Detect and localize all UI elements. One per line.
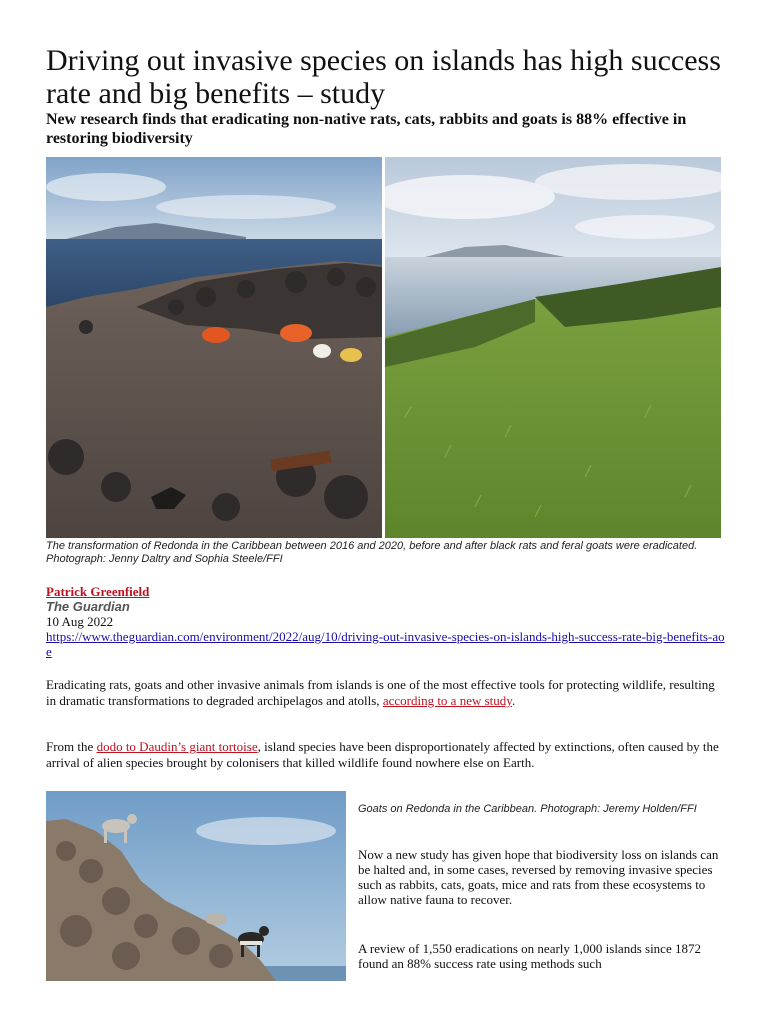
paragraph-1-end: .: [511, 693, 516, 708]
source-url-link[interactable]: https://www.theguardian.com/environment/2022/aug/10/driving-out-invasive-species-on-islands-high-success-rate-big-benefits-aoe: [46, 629, 725, 659]
main-photo-caption: The transformation of Redonda in the Caribbean between 2016 and 2020, before and after black rats and feral goats were eradicated. Photograph: Jenny Daltry and Sophia Steele/FFI: [46, 540, 698, 565]
publication-name: The Guardian: [46, 599, 130, 614]
goats-photo-caption: Goats on Redonda in the Caribbean. Photograph: Jeremy Holden/FFI: [358, 803, 697, 815]
paragraph-2-start: From the: [46, 739, 97, 754]
paragraph-4: A review of 1,550 eradications on nearly 1,000 islands since 1872 found an 88% success rate using methods such: [358, 941, 701, 971]
publish-date: 10 Aug 2022: [46, 614, 114, 629]
article-standfirst: New research finds that eradicating non-native rats, cats, rabbits and goats is 88% effective in restoring biodiversity: [46, 111, 687, 147]
paragraph-2-text: , island species have been disproportionately affected by extinctions, often caused by the arrival of alien species brought by colonisers that killed wildlife found nowhere else on Earth.: [46, 739, 719, 770]
redonda-after-photo: [385, 157, 721, 538]
article-headline: Driving out invasive species on islands has high success rate and big benefits – study: [46, 44, 721, 110]
dodo-tortoise-link[interactable]: dodo to Daudin’s giant tortoise: [96, 739, 258, 754]
redonda-before-photo: [46, 157, 382, 538]
byline: [46, 584, 726, 659]
paragraph-2: [46, 739, 726, 771]
goats-photo: [46, 791, 346, 981]
new-study-link[interactable]: according to a new study: [382, 693, 512, 708]
author-link[interactable]: Patrick Greenfield: [46, 584, 150, 599]
paragraph-1: [46, 677, 726, 709]
paragraph-3: Now a new study has given hope that biodiversity loss on islands can be halted and, in some cases, reversed by removing invasive species such as rabbits, cats, goats, mice and rats from these ecosystems to allow native fauna to recover.: [358, 847, 719, 907]
paragraph-1-text: Eradicating rats, goats and other invasive animals from islands is one of the most effective tools for protecting wildlife, resulting in dramatic transformations to degraded archipelagos and atolls,: [46, 677, 715, 708]
